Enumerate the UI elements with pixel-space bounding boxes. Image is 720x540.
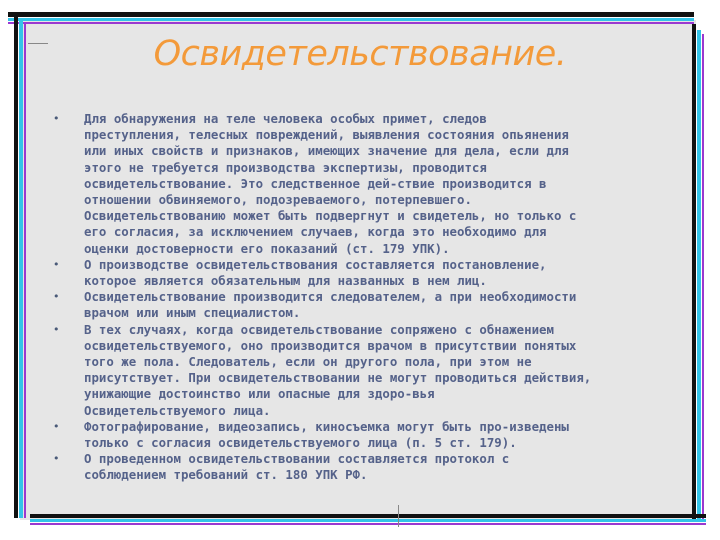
bullet-text-line: этого не требуется производства экспертизы, проводится: [84, 159, 487, 175]
frame-top-black-line: [8, 12, 694, 17]
bullet-text-line: освидетельствование. Это следственное дей-ствие производится в: [84, 175, 547, 191]
bullet-item: [50, 419, 670, 451]
bullet-text-line: присутствует. При освидетельствовании не могут проводиться действия,: [84, 370, 592, 386]
frame-bottom-black-line: [30, 514, 706, 518]
frame-right-black-line: [692, 24, 696, 519]
bullet-text-line: О производстве освидетельствования составляется постановление,: [84, 256, 547, 272]
bullet-text-line: соблюдением требований ст. 180 УПК РФ.: [84, 467, 368, 483]
frame-bottom-purple-line: [30, 523, 706, 525]
bullet-item: [50, 289, 670, 321]
bullet-text-line: отношении обвиняемого, подозреваемого, потерпевшего.: [84, 192, 472, 208]
bullet-item: [50, 451, 670, 483]
frame-left-purple-line: [24, 24, 26, 518]
bullet-text-line: того же пола. Следователь, если он другого пола, при этом не: [84, 354, 532, 370]
bullet-text-line: Для обнаружения на теле человека особых примет, следов: [84, 111, 487, 126]
bullet-item: [50, 322, 670, 419]
bullet-text-line: преступления, телесных повреждений, выявления состояния опьянения: [84, 127, 569, 143]
bullet-dot-icon: •: [53, 290, 60, 304]
bullet-item: [50, 257, 670, 289]
frame-left-cyan-line: [19, 20, 23, 518]
frame-bottom-cyan-line: [30, 519, 706, 522]
bullet-text-line: Освидетельствованию может быть подвергнут и свидетель, но только с: [84, 208, 577, 224]
bullet-text-line: Освидетельствуемого лица.: [84, 402, 271, 418]
bullet-item: [50, 111, 670, 257]
frame-right-cyan-line: [697, 30, 701, 520]
bullet-dot-icon: •: [53, 322, 60, 336]
bullet-text-line: врачом или иным специалистом.: [84, 305, 301, 321]
bullet-text-line: его согласия, за исключением случаев, когда это необходимо для: [84, 224, 547, 240]
bullet-text-line: Освидетельствование производится следователем, а при необходимости: [84, 289, 577, 305]
frame-top-purple-line: [8, 22, 694, 24]
bullet-text-line: Фотографирование, видеозапись, киносъемка могут быть про-изведены: [84, 418, 569, 434]
bullet-dot-icon: •: [53, 112, 60, 125]
bullet-dot-icon: •: [53, 452, 60, 466]
bullet-text-line: которое является обязательным для названных в нем лиц.: [84, 273, 487, 289]
frame-tick-mark: [398, 505, 399, 527]
frame-right-purple-line: [702, 34, 704, 520]
bullet-text-line: О проведенном освидетельствовании составляется протокол с: [84, 451, 510, 467]
bullet-text-line: унижающие достоинство или опасные для здоро-вья: [84, 386, 435, 402]
frame-left-black-line: [14, 12, 18, 518]
bullet-text-line: или иных свойств и признаков, имеющих значение для дела, если для: [84, 143, 569, 159]
frame-top-cyan-line: [8, 18, 694, 21]
bullet-list: [50, 111, 670, 484]
bullet-text-line: оценки достоверности его показаний (ст. 179 УПК).: [84, 240, 450, 256]
bullet-text-line: освидетельствуемого, оно производится врачом в присутствии понятых: [84, 337, 577, 353]
bullet-text-line: только с согласия освидетельствуемого лица (п. 5 ст. 179).: [84, 435, 517, 451]
slide-title: Освидетельствование.: [153, 34, 567, 74]
bullet-text-line: В тех случаях, когда освидетельствование сопряжено с обнажением: [84, 321, 554, 337]
bullet-dot-icon: •: [53, 419, 60, 433]
bullet-dot-icon: •: [53, 257, 60, 271]
